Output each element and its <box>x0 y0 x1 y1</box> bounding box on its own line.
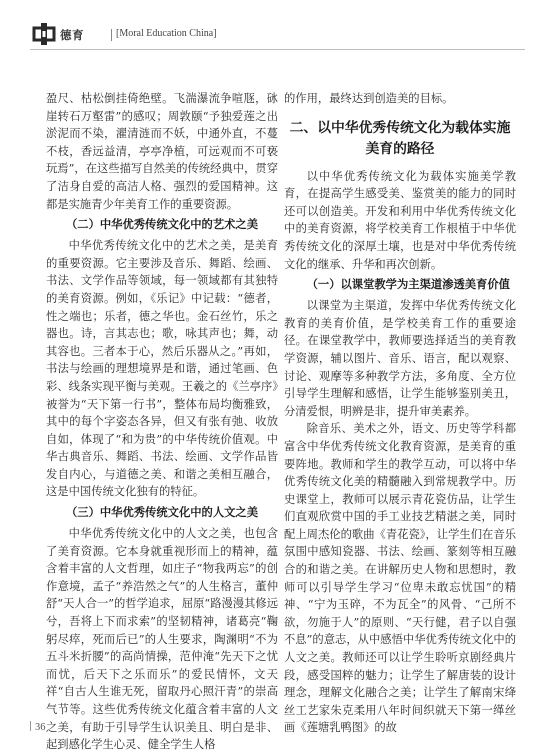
paragraph: 的作用，最终达到创造美的目标。 <box>284 92 454 105</box>
paragraph: 除音乐、美术之外，语文、历史等学科都富含中华优秀传统文化教育资源，是美育的重要阵地。教师和学生的教学互动，可以将中华优秀传统文化美的精髓融入到常规教学中。历史课堂上，教师可以展示青花瓷仿品，让学生们直观欣赏中国的手工业技艺精湛之美，同时配上周杰伦的歌曲《青花瓷》，让学生们在音乐氛围中感知瓷器、书法、绘画、篆刻等相互融合的和谐之美。在讲解历史人物和思想时，教师可以引导学生学习“位卑未敢忘忧国”的精神、“宁为玉碎，不为瓦全”的风骨、“己所不欲，勿施于人”的原则、“天行健，君子以自强不息”的意志，从中感悟中华优秀传统文化中的人文之美。教师还可以让学生聆听京剧经典片段，感受国粹的魅力；让学生了解唐装的设计理念，理解文化融合之美；让学生了解南宋绛丝工艺家朱克柔用八年时间织就天下第一缂丝画《莲塘乳鸭图》的故 <box>284 422 516 735</box>
subsection-heading-classroom: （一）以课堂教学为主渠道渗透美育价值 <box>306 278 510 292</box>
journal-english-name: [Moral Education China] <box>116 28 217 39</box>
left-column <box>46 90 278 754</box>
paragraph: 中华优秀传统文化中的艺术之美，是美育的重要资源。它主要涉及音乐、舞蹈、绘画、书法、文学作品等领域，每一领域都有其独特的美育资源。例如，《乐记》中记载：“德者，性之端也；乐者，德之华也。金石丝竹，乐之器也。诗，言其志也；歌，咏其声也；舞，动其容也。三者本于心，然后乐器从之。”再如，书法与绘画的理想境界是和谐，通过笔画、色彩、线条实现平衡与美观。王羲之的《兰亭序》被誉为“天下第一行书”，整体布局均衡雅致，其中的每个字姿态各异，但又有张有弛、收放自如，体现了“和为贵”的中华传统价值观。中华古典音乐、舞蹈、书法、绘画、文学作品皆发自内心，与道德之美、和谐之美相互融合，这是中国传统文化独有的特征。 <box>46 239 278 499</box>
header-divider <box>111 29 112 41</box>
paragraph: 以中华优秀传统文化为载体实施美学教育，在提高学生感受美、鉴赏美的能力的同时还可以创造美。开发和利用中华优秀传统文化中的美育资源，将学校美育工作根植于中华优秀传统文化的深厚土壤，也是对中华优秀传统文化的继承、升华和再次创新。 <box>284 169 516 271</box>
subsection-heading-art: （二）中华优秀传统文化中的艺术之美 <box>65 218 259 232</box>
subsection-heading-humanities: （三）中华优秀传统文化中的人文之美 <box>65 506 259 520</box>
page-number-text: 36 <box>35 722 46 733</box>
paragraph: 以课堂为主渠道，发挥中华优秀传统文化教育的美育价值，是学校美育工作的重要途径。在课堂教学中，教师要选择适当的美育教学资源，辅以图片、音乐、语言，配以观察、讨论、观摩等多种教学方法，多角度、全方位引导学生理解和感悟，让学生能够鉴别美丑，分清爱恨，明辨是非，提升审美素养。 <box>284 299 516 418</box>
paragraph: 中华优秀传统文化中的人文之美，也包含了美育资源。它本身就重视形而上的精神，蕴含着丰富的人文哲理，如庄子“物我两忘”的创作意境，孟子“养浩然之气”的人生格言，董仲舒“天人合一”的哲学追求，屈原“路漫漫其修远兮，吾将上下而求索”的坚韧精神，诸葛亮“鞠躬尽瘁，死而后已”的人生要求，陶渊明“不为五斗米折腰”的高尚情操，范仲淹“先天下之忧而忧，后天下之乐而乐”的爱民情怀，文天祥“自古人生谁无死，留取丹心照汗青”的崇高气节等。这些优秀传统文化蕴含着丰富的人文之美，有助于引导学生认识美且、明白是非、起到感化学生心灵、健全学生人格 <box>46 527 278 752</box>
journal-logo-icon <box>32 22 56 46</box>
page-number <box>30 721 46 733</box>
section-heading: 二、以中华优秀传统文化为载体实施美育的路径 <box>289 119 511 157</box>
right-column <box>284 90 516 737</box>
page-number-bar <box>30 721 31 731</box>
journal-brand: 德育 <box>60 28 84 42</box>
paragraph: 盈尺、枯松倒挂倚绝壁。飞湍瀑流争喧豗，砯崖转石万壑雷”的感叹；周敦颐“予独爱莲之出淤泥而不染，濯清涟而不妖，中通外直，不蔓不枝，香远益清，亭亭净植，可远观而不可亵玩焉”，在这些描写自然美的传统经典中，贯穿了洁身自爱的高洁人格、强烈的爱国精神。这都是实施青少年美育工作的重要资源。 <box>46 92 278 211</box>
page-header <box>30 22 525 48</box>
header-rule <box>30 49 525 50</box>
